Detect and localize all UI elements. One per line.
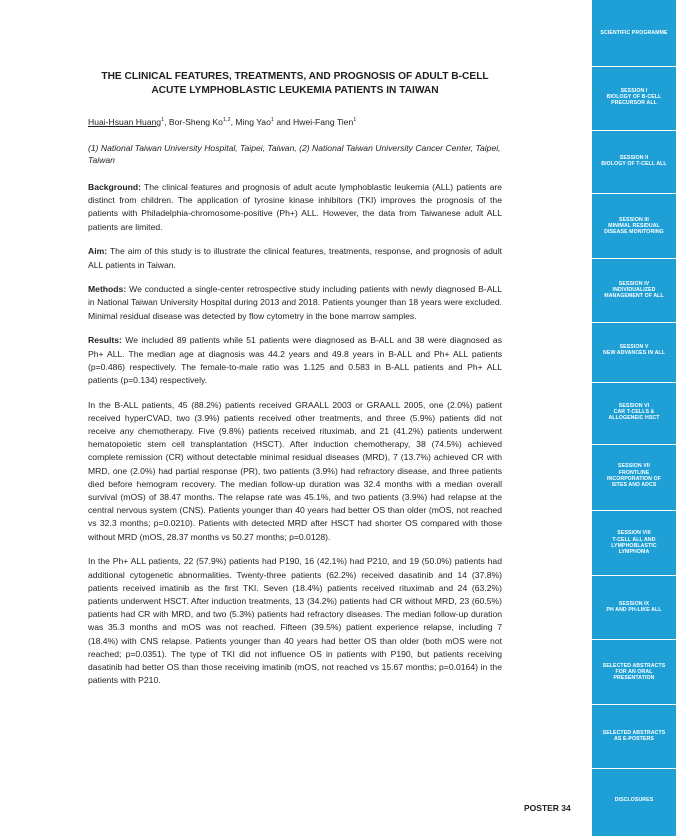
sidebar-item-13[interactable] (592, 797, 676, 803)
results-paragraph (88, 334, 502, 387)
sidebar-item-label: INCORPORATION OF (607, 475, 661, 482)
sidebar-item-label: CAR T-CELLS & (613, 408, 655, 415)
sidebar-item-label: MANAGEMENT OF ALL (604, 293, 664, 300)
sidebar-divider (592, 768, 676, 769)
sidebar-divider (592, 575, 676, 576)
sidebar-item-label: SESSION VIII (617, 530, 651, 537)
sidebar-item-label: SESSION V (619, 343, 649, 350)
presenting-author: Huai-Hsuan Huang (88, 117, 162, 127)
sidebar-item-5[interactable] (592, 281, 676, 300)
phall-results-paragraph: In the Ph+ ALL patients, 22 (57.9%) patients had P190, 16 (42.1%) had P210, and 19 (50.0%) patients had additional cytogenetic abnormalities. Twenty-three patients (62.2%) received dasatinib and 14 (37.8%) patients received imatinib as the first TKI. Seven (18.4%) patients received rituximab and 24 (63.2%) patients underwent HSCT. After induction treatments, 13 (34.2%) patients had CR without MRD, 23 (60.5%) patients had CR with MRD, and two (5.3%) patients had refractory diseases. The median follow-up duration was 35.3 months and mOS was not reached. Fifteen (39.5%) patient experience relapse, including 7 (18.4%) with CNS relapse. Patients younger than 40 years had better OS than older (both mOS were not reached; p=0.0351). The type of TKI did not influence OS in patients with P190, but patients receiving dasatinib had better OS than those receiving imatinib (mOS, not reached vs 15.67 months; p=0.0164) in the patients with P210. (88, 556, 502, 686)
methods-paragraph (88, 283, 502, 323)
sidebar-item-label: SITES AND ADCS (611, 482, 657, 489)
sidebar-divider (592, 382, 676, 383)
sidebar-item-label: LYMPHOMA (618, 549, 650, 556)
abstract-content (88, 70, 502, 687)
methods-label: Methods: (88, 284, 127, 295)
results-text: We included 89 patients while 51 patients were diagnosed as B-ALL and 38 were diagnosed as Ph+ ALL. The median age at diagnosis was 44.2 years and 49.8 years in B-ALL and Ph+ ALL patients (p=0.486) respectively. The female-to-male ratio was 1.125 and 0.583 in B-ALL patients and Ph+ ALL patients (p=0.134) respectively. (88, 335, 502, 385)
sidebar-item-label: PH AND PH-LIKE ALL (606, 606, 662, 613)
sidebar-item-10[interactable] (592, 601, 676, 614)
aim-label: Aim: (88, 246, 108, 257)
sidebar-divider (592, 704, 676, 705)
author-sup: 1 (270, 117, 274, 124)
sidebar-item-label: PRECURSOR ALL (611, 100, 657, 107)
sidebar-item-9[interactable] (592, 530, 676, 555)
sidebar-divider (592, 193, 676, 194)
sidebar-item-label: SCIENTIFIC PROGRAMME (600, 29, 668, 36)
sidebar-item-label: SESSION IX (618, 600, 650, 607)
sidebar-item-label: SESSION II (619, 154, 649, 161)
sidebar-item-label: SELECTED ABSTRACTS (602, 729, 666, 736)
session-sidebar (592, 0, 676, 836)
sidebar-item-label: DISCLOSURES (614, 796, 654, 803)
sidebar-divider (592, 639, 676, 640)
sidebar-item-label: PRESENTATION (613, 675, 655, 682)
sidebar-item-label: DISEASE MONITORING (604, 229, 664, 236)
poster-number: POSTER 34 (524, 803, 571, 813)
sidebar-item-label: SESSION I (620, 87, 648, 94)
sidebar-item-label: SESSION IV (618, 280, 650, 287)
author-name: and Hwei-Fang Tien (273, 117, 354, 127)
sidebar-item-12[interactable] (592, 730, 676, 743)
results-label: Results: (88, 335, 122, 346)
author-list (88, 117, 502, 128)
sidebar-divider (592, 258, 676, 259)
author-sup: 1 (161, 117, 165, 124)
background-label: Background: (88, 182, 141, 192)
abstract-title: THE CLINICAL FEATURES, TREATMENTS, AND PROGNOSIS OF ADULT B-CELL ACUTE LYMPHOBLASTIC LEUKEMIA PATIENTS IN TAIWAN (101, 71, 489, 96)
sidebar-item-label: MINIMAL RESIDUAL (608, 222, 660, 229)
sidebar-item-6[interactable] (592, 344, 676, 357)
sidebar-item-label: AS E-POSTERS (614, 735, 654, 742)
affiliations: (1) National Taiwan University Hospital, Taipei, Taiwan, (2) National Taiwan University Cancer Center, Taipei, Taiwan (88, 143, 501, 165)
sidebar-item-label: T-CELL ALL AND (612, 536, 656, 543)
sidebar-item-4[interactable] (592, 217, 676, 236)
sidebar-divider (592, 130, 676, 131)
sidebar-item-label: FRONTLINE (618, 469, 650, 476)
sidebar-item-label: SELECTED ABSTRACTS (602, 662, 666, 669)
author-name: , Ming Yao (230, 117, 271, 127)
sidebar-item-3[interactable] (592, 155, 676, 168)
sidebar-item-7[interactable] (592, 403, 676, 422)
sidebar-item-label: INDIVIDUALIZED (612, 286, 656, 293)
sidebar-item-label: BIOLOGY OF T-CELL ALL (601, 160, 667, 167)
sidebar-item-8[interactable] (592, 463, 676, 488)
sidebar-divider (592, 444, 676, 445)
aim-text: The aim of this study is to illustrate the clinical features, treatments, response, and prognosis of adult ALL patients in Taiwan. (88, 246, 502, 270)
sidebar-item-label: SESSION VII (618, 463, 650, 470)
sidebar-item-label: NEW ADVANCES IN ALL (603, 349, 665, 356)
bcell-results-paragraph: In the B-ALL patients, 45 (88.2%) patients received GRAALL 2003 or GRAALL 2005, one (2.0%) patient received hyperCVAD, two (3.9%) patients received other treatments, and three (5.9%) patients did not receive any chemotherapy. Five (9.8%) patients received rituximab, and 21 (41.2%) patients underwent hematopoietic stem cell transplantation (HSCT). After induction chemotherapy, 38 (74.5%) achieved complete remission (CR) without detectable minimal residual diseases (MRD), 7 (13.7%) achieved CR with MRD, one (2.0%) had partial response (PR), two patients (3.9%) had refractory disease, and three patients died before hemogram recovery. The median follow-up duration was 32.4 months with a median overall survival (mOS) of 38.47 months. The relapse rate was 45.1%, and two patients (3.9%) had relapse at the central nervous system (CNS). Patients younger than 40 years had better OS than older (mOS, not reached vs 32.3 months; p=0.0210). Patients with detected MRD after HSCT had shorter OS compared with those without MRD (mOS, 28.37 months vs 50.27 months; p=0.0128). (88, 399, 502, 542)
sidebar-item-label: FOR AN ORAL (615, 668, 653, 675)
sidebar-item-label: SESSION III (619, 216, 649, 223)
author-sup: 1,2 (222, 117, 231, 124)
author-name: , Bor-Sheng Ko (164, 117, 223, 127)
sidebar-item-label: SESSION VI (618, 402, 650, 409)
background-text: The clinical features and prognosis of adult acute lymphoblastic leukemia (ALL) patients are distinct from children. The application of tyrosine kinase inhibitors (TKI) improves the prognosis of the patients with Philadelphia-chromosome-positive (Ph+) ALL. However, the data from Taiwanese adult ALL patients are limited. (88, 182, 502, 232)
sidebar-item-label: BIOLOGY OF B-CELL (606, 93, 662, 100)
sidebar-item-1[interactable] (592, 30, 676, 36)
sidebar-item-label: ALLOGENEIC HSCT (608, 415, 660, 422)
aim-paragraph (88, 245, 502, 271)
sidebar-item-2[interactable] (592, 88, 676, 107)
sidebar-divider (592, 510, 676, 511)
author-sup: 1 (353, 117, 357, 124)
sidebar-divider (592, 322, 676, 323)
sidebar-divider (592, 66, 676, 67)
sidebar-item-label: LYMPHOBLASTIC (611, 542, 657, 549)
methods-text: We conducted a single-center retrospective study including patients with newly diagnosed B-ALL in National Taiwan University Hospital during 2013 and 2018. Patients younger than 18 years were excluded. Minimal residual disease was detected by flow cytometry in the bone marrow samples. (88, 284, 502, 321)
sidebar-item-11[interactable] (592, 663, 676, 682)
background-paragraph (88, 181, 502, 234)
